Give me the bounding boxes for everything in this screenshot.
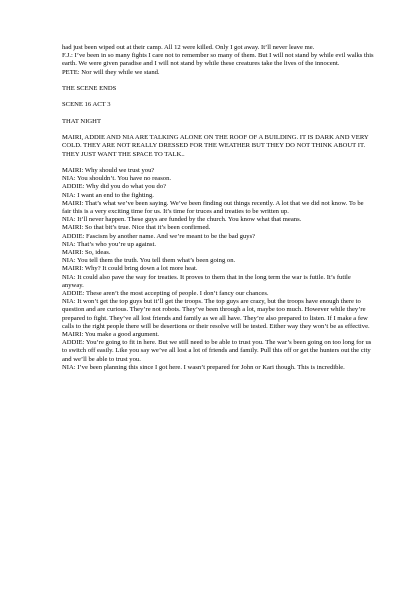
blank-line — [62, 77, 374, 85]
script-line: MAIRI: So that bit’s true. Nice that it’s been confirmed. — [62, 224, 211, 232]
script-line: MAIRI: Why should we trust you? — [62, 166, 155, 174]
script-line: THE SCENE ENDS — [62, 85, 117, 92]
script-line: NIA: I’ve been planning this since I got here. I wasn’t prepared for John or Kari though. This is incredible. — [62, 363, 345, 371]
script-line: SCENE 16 ACT 3 — [62, 101, 111, 109]
script-line: ADDIE: Why did you do what you do? — [62, 183, 167, 191]
script-line: NIA: It won’t get the top guys but it’ll get the troops. The top guys are crazy, but the troops have enough there to question and are curious. They’re not robots. They’ve been through a lot, maybe too much. However while they’re prepared to fight. They’ve all lost friends and family as we all have. They’re also prepared to listen. If I make a few calls to the right people there will be desertions or their resolve will be tested. Either way they won’t be as effective. — [62, 298, 370, 330]
blank-line — [62, 93, 374, 101]
script-line: ADDIE: Fascism by another name. And we’re meant to be the bad guys? — [62, 232, 256, 240]
script-line: THAT NIGHT — [62, 117, 101, 125]
script-line: MAIRI: That’s what we’ve been saying. We’ve been finding out things recently. A lot that we did not know. To be fair this is a very exciting time for us. It’s time for truces and treaties to be written up. — [62, 199, 364, 215]
blank-line — [62, 110, 374, 118]
blank-line — [62, 159, 374, 167]
script-line: MAIRI, ADDIE AND NIA ARE TALKING ALONE ON THE ROOF OF A BUILDING. IT IS DARK AND VERY COLD. THEY ARE NOT REALLY DRESSED FOR THE WEATHER BUT THEY DO NOT THINK ABOUT IT. THEY JUST WANT THE SPACE TO TALK.. — [62, 134, 369, 158]
script-line: NIA: That’s who you’re up against. — [62, 240, 156, 248]
script-line: NIA: It could also pave the way for treaties. It proves to them that in the long term the war is futile. It’s futile anyway. — [62, 273, 351, 289]
script-line: MAIRI: So, ideas. — [62, 249, 111, 256]
script-text-body — [62, 44, 374, 372]
script-line: F.J.: I’ve been in so many fights I care not to remember so many of them. But I will not stand by while evil walks this earth. We were given paradise and I will not stand by while these creatures take the lives of the innocent. — [62, 52, 374, 68]
script-line: ADDIE: These aren’t the most accepting of people. I don’t fancy our chances. — [62, 290, 269, 298]
script-line: PETE: Nor will they while we stand. — [62, 68, 160, 76]
script-line: NIA: You shouldn’t. You have no reason. — [62, 175, 172, 183]
script-line: had just been wiped out at their camp. All 12 were killed. Only I got away. It’ll never leave me. — [62, 44, 315, 51]
script-line: MAIRI: You make a good argument. — [62, 331, 160, 339]
script-line: NIA: It’ll never happen. These guys are funded by the church. You know what that means. — [62, 216, 302, 224]
script-line: NIA: I want an end to the fighting. — [62, 191, 154, 199]
script-line: NIA: You tell them the truth. You tell them what’s been going on. — [62, 257, 236, 265]
script-line: MAIRI: Why? It could bring down a lot more heat. — [62, 265, 198, 273]
blank-line — [62, 126, 374, 134]
script-line: ADDIE: You’re going to fit in here. But we still need to be able to trust you. The war’s been going on too long for us to switch off easily. Like you say we’ve all lost a lot of friends and family. Pull this off or get the hunters out the city and we’ll be able to trust you. — [62, 339, 372, 363]
